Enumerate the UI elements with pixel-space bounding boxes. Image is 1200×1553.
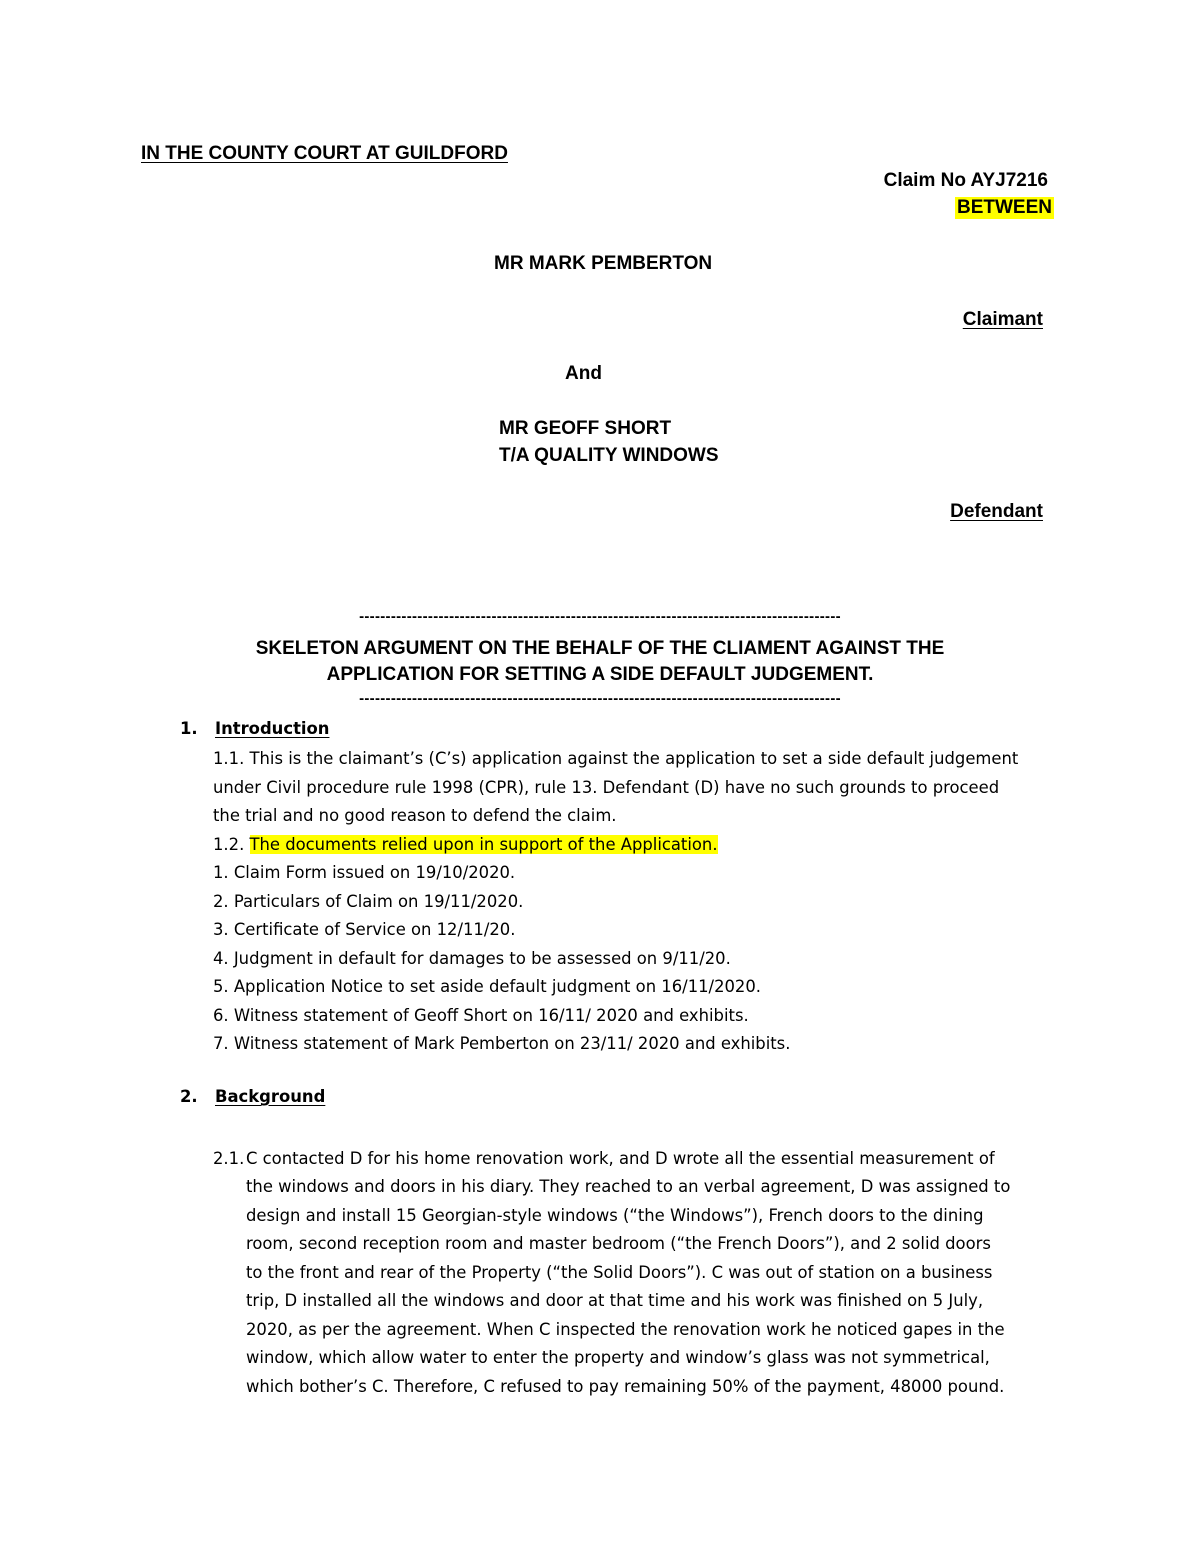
claimant-name: MR MARK PEMBERTON [494, 253, 713, 274]
background-paragraph-line: the windows and doors in his diary. They reached to an verbal agreement, D was assigned to [246, 1177, 1011, 1196]
background-paragraph-line: 2020, as per the agreement. When C inspected the renovation work he noticed gapes in the [246, 1320, 1005, 1339]
document-list-item: 4. Judgment in default for damages to be assessed on 9/11/20. [213, 949, 731, 968]
paragraph-number: 2.1. [213, 1149, 245, 1168]
background-paragraph-line: trip, D installed all the windows and door at that time and his work was finished on 5 July, [246, 1291, 984, 1310]
document-list-item: 2. Particulars of Claim on 19/11/2020. [213, 892, 524, 911]
section-title-introduction: Introduction [215, 719, 330, 738]
claimant-role: Claimant [962, 309, 1043, 330]
claim-number: Claim No AYJ7216 [883, 170, 1048, 191]
background-paragraph-line: design and install 15 Georgian-style windows (“the Windows”), French doors to the dining [246, 1206, 984, 1225]
section-title-background: Background [215, 1087, 326, 1106]
document-list-item: 1. Claim Form issued on 19/10/2020. [213, 863, 516, 882]
background-paragraph-line: room, second reception room and master bedroom (“the French Doors”), and 2 solid doors [246, 1234, 991, 1253]
document-list-item: 6. Witness statement of Geoff Short on 16/11/ 2020 and exhibits. [213, 1006, 749, 1025]
intro-paragraph-line: the trial and no good reason to defend the claim. [213, 806, 617, 825]
intro-paragraph-line: 1.1. This is the claimant’s (C’s) application against the application to set a side default judgement [213, 749, 1019, 768]
section-number-introduction: 1. [180, 719, 198, 738]
paragraph-number: 1.2. [213, 835, 245, 854]
section-number-background: 2. [180, 1087, 198, 1106]
and-label: And [565, 363, 602, 384]
title-rule-bottom: ------------------------------------------------------------------------------------------- [359, 690, 841, 707]
defendant-name: MR GEOFF SHORT [499, 418, 672, 439]
defendant-role: Defendant [950, 501, 1043, 522]
document-list-item: 7. Witness statement of Mark Pemberton on 23/11/ 2020 and exhibits. [213, 1034, 791, 1053]
background-paragraph-line: to the front and rear of the Property (“the Solid Doors”). C was out of station on a business [246, 1263, 993, 1282]
background-paragraph-line: window, which allow water to enter the property and window’s glass was not symmetrical, [246, 1348, 990, 1367]
intro-paragraph-line: under Civil procedure rule 1998 (CPR), rule 13. Defendant (D) have no such grounds to proceed [213, 778, 1000, 797]
document-list-item: 5. Application Notice to set aside default judgment on 16/11/2020. [213, 977, 761, 996]
document-title-line1: SKELETON ARGUMENT ON THE BEHALF OF THE CLIAMENT AGAINST THE [255, 638, 945, 659]
background-paragraph-line: which bother’s C. Therefore, C refused to pay remaining 50% of the payment, 48000 pound. [246, 1377, 1005, 1396]
documents-relied-heading [213, 831, 718, 860]
title-rule-top: ------------------------------------------------------------------------------------------- [359, 608, 841, 625]
background-paragraph-line: C contacted D for his home renovation work, and D wrote all the essential measurement of [246, 1149, 995, 1168]
highlighted-text: The documents relied upon in support of the Application. [249, 835, 718, 854]
document-list-item: 3. Certificate of Service on 12/11/20. [213, 920, 516, 939]
between-label: BETWEEN [957, 197, 1052, 218]
court-heading: IN THE COUNTY COURT AT GUILDFORD [141, 143, 508, 164]
document-title-line2: APPLICATION FOR SETTING A SIDE DEFAULT JUDGEMENT. [326, 664, 874, 685]
defendant-trading-name: T/A QUALITY WINDOWS [499, 445, 719, 466]
